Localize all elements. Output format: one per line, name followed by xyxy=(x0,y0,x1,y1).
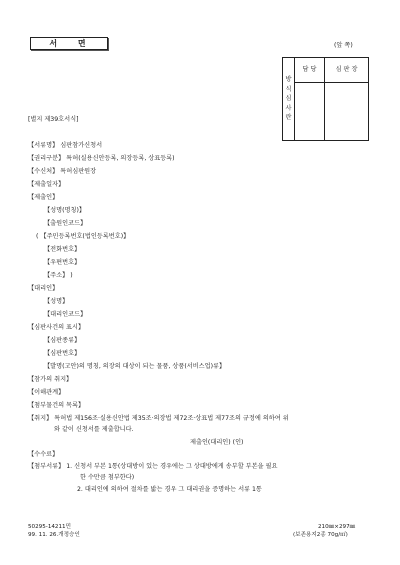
review-col-staff: 담 당 xyxy=(295,58,325,83)
field-attached-documents: 【첨부서류】 1. 신청서 부본 1통(상대방이 있는 경우에는 그 상대방에게 송부할 부본을 필요 xyxy=(28,463,278,470)
field-participation-purpose: 【참가의 취지】 xyxy=(28,376,73,383)
footer-paper-size: 210㎜×297㎜ xyxy=(318,524,356,530)
review-side-label: 방 식 심 사 란 xyxy=(283,58,295,141)
footer-form-code: 50295-14211민 xyxy=(28,524,72,530)
field-recipient: 【수신처】 특허심판원장 xyxy=(28,168,97,175)
review-table xyxy=(282,57,369,141)
field-agent-name: 【성명】 xyxy=(44,298,69,305)
field-trial-type: 【심판종류】 xyxy=(44,337,81,344)
field-agent-code: 【대리인코드】 xyxy=(44,311,87,318)
attached-document-1-cont: 한 수만큼 첨부한다) xyxy=(80,474,135,481)
field-registration-number: ( 【주민등록번호(법인등록번호)】 xyxy=(36,233,130,240)
field-purpose-statement: 【취지】 특허법 제156조·실용신안법 제35조·의장법 제72조·상표법 제77조의 규정에 의하여 위 xyxy=(28,415,289,422)
form-number: [별지 제39호서식] xyxy=(28,116,79,123)
field-postal-code: 【우편번호】 xyxy=(44,259,81,266)
field-purpose-statement-cont: 와 같이 신청서를 제출합니다. xyxy=(54,426,134,433)
field-phone: 【전화번호】 xyxy=(44,246,81,253)
field-attachment-list: 【첨부물건의 목록】 xyxy=(28,402,85,409)
field-submission-date: 【제출일자】 xyxy=(28,181,65,188)
field-trial-number: 【심판번호】 xyxy=(44,350,81,357)
field-invention-title: 【발명(고안)의 명칭, 의장의 대상이 되는 물품, 상품(서비스업)류】 xyxy=(44,363,226,370)
field-agent: 【대리인】 xyxy=(28,285,59,292)
document-title: 서 면 xyxy=(30,37,108,50)
field-fee: 【수수료】 xyxy=(28,451,59,458)
field-document-name: 【서류명】 심판참가신청서 xyxy=(28,142,103,149)
field-applicant-code: 【출원인코드】 xyxy=(44,220,87,227)
page-side-label: (앞 쪽) xyxy=(334,42,353,49)
field-right-type: 【권리구분】 특허(실용신안등록, 의장등록, 상표등록) xyxy=(28,155,175,162)
submitter-signature: 제출인(대리인) (인) xyxy=(190,439,244,446)
field-submitter-name: 【성명(명칭)】 xyxy=(44,207,86,214)
field-case-indication: 【심판사건의 표시】 xyxy=(28,324,85,331)
review-cell-staff xyxy=(295,83,325,141)
field-address: 【주소】 ) xyxy=(44,272,73,279)
footer-approval: 99. 11. 26.개정승인 xyxy=(28,532,80,538)
review-col-chief-judge: 심 판 장 xyxy=(325,58,369,83)
field-submitter: 【제출인】 xyxy=(28,194,59,201)
review-cell-chief-judge xyxy=(325,83,369,141)
attached-document-2: 2. 대리인에 의하여 절차를 밟는 경우 그 대리권을 증명하는 서류 1통 xyxy=(77,486,262,493)
field-interest: 【이해관계】 xyxy=(28,389,65,396)
footer-paper-type: (보존용지2종 70g/㎡) xyxy=(293,532,348,538)
